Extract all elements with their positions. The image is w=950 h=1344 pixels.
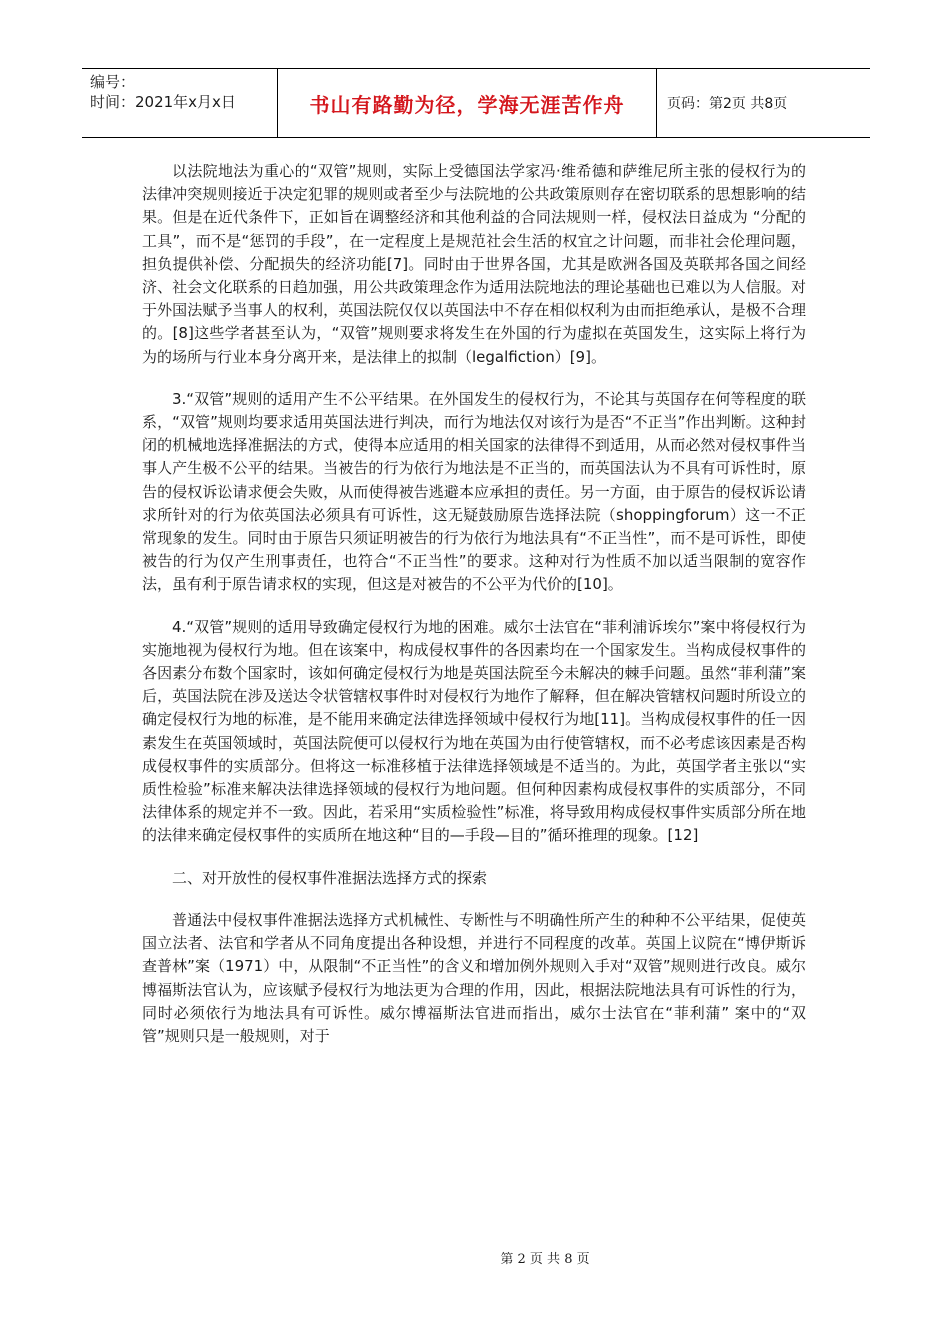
document-body: [142, 160, 806, 1067]
paragraph: 3.“双管”规则的适用产生不公平结果。在外国发生的侵权行为，不论其与英国存在何等程度的联系，“双管”规则均要求适用英国法进行判决，而行为地法仅对该行为是否“不正当”作出判断。这种封闭的机械地选择准据法的方式，使得本应适用的相关国家的法律得不到适用，从而必然对侵权事件当事人产生极不公平的结果。当被告的行为依行为地法是不正当的，而英国法认为不具有可诉性时，原告的侵权诉讼请求便会失败，从而使得被告逃避本应承担的责任。另一方面，由于原告的侵权诉讼请求所针对的行为依英国法必须具有可诉性，这无疑鼓励原告选择法院（shoppingforum）这一不正常现象的发生。同时由于原告只须证明被告的行为依行为地法具有“不正当性”，而不是可诉性，即使被告的行为仅产生刑事责任，也符合“不正当性”的要求。这种对行为性质不加以适当限制的宽容作法，虽有利于原告请求权的实现，但这是对被告的不公平为代价的[10]。: [142, 389, 806, 594]
header-motto: 书山有路勤为径，学海无涯苦作舟: [278, 69, 657, 137]
paragraph: 以法院地法为重心的“双管”规则，实际上受德国法学家冯·维希德和萨维尼所主张的侵权行为的法律冲突规则接近于决定犯罪的规则或者至少与法院地的公共政策原则存在密切联系的思想影响的结果。但是在近代条件下，正如旨在调整经济和其他利益的合同法规则一样，侵权法日益成为 “分配的工具”，而不是“惩罚的手段”，在一定程度上是规范社会生活的权宜之计问题，而非社会伦理问题，担负提供补偿、分配损失的经济功能[7]。同时由于世界各国，尤其是欧洲各国及英联邦各国之间经济、社会文化联系的日趋加强，用公共政策理念作为适用法院地法的理论基础也已难以为人信服。对于外国法赋予当事人的权利，英国法院仅仅以英国法中不存在相似权利为由而拒绝承认，是极不合理的。[8]这些学者甚至认为，“双管”规则要求将发生在外国的行为虚拟在英国发生，这实际上将行为为的场所与行业本身分离开来，是法律上的拟制（legalfiction）[9]。: [142, 162, 806, 366]
document-number-label: 编号：: [90, 73, 136, 91]
page-header: [82, 68, 870, 138]
section-heading: 二、对开放性的侵权事件准据法选择方式的探索: [172, 868, 488, 887]
paragraph: 4.“双管”规则的适用导致确定侵权行为地的困难。威尔士法官在“菲利浦诉埃尔”案中将侵权行为实施地视为侵权行为地。但在该案中，构成侵权事件的各因素均在一个国家发生。当构成侵权事件的各因素分布数个国家时，该如何确定侵权行为地是英国法院至今未解决的棘手问题。虽然“菲利蒲”案后，英国法院在涉及送达令状管辖权事件时对侵权行为地作了解释，但在解决管辖权问题时所设立的确定侵权行为地的标准，是不能用来确定法律选择领域中侵权行为地[11]。当构成侵权事件的任一因素发生在英国领域时，英国法院便可以侵权行为地在英国为由行使管辖权，而不必考虑该因素是否构成侵权事件的实质部分。但将这一标准移植于法律选择领域是不适当的。为此，英国学者主张以“实质性检验”标准来解决法律选择领域的侵权行为地问题。但何种因素构成侵权事件的实质部分，不同法律体系的规定并不一致。因此，若采用“实质检验性”标准，将导致用构成侵权事件实质部分所在地的法律来确定侵权事件的实质所在地这种“目的—手段—目的”循环推理的现象。[12]: [142, 617, 806, 845]
document-time-label: 时间：2021年x月x日: [90, 93, 236, 111]
paragraph: 普通法中侵权事件准据法选择方式机械性、专断性与不明确性所产生的种种不公平结果，促使英国立法者、法官和学者从不同角度提出各种设想，并进行不同程度的改革。英国上议院在“博伊斯诉查普林”案（1971）中，从限制“不正当性”的含义和增加例外规则入手对“双管”规则进行改良。威尔博福斯法官认为，应该赋予侵权行为地法更为合理的作用，因此，根据法院地法具有可诉性的行为，同时必须依行为地法具有可诉性。威尔博福斯法官进而指出，威尔士法官在“菲利蒲” 案中的“双管”规则只是一般规则，对于: [142, 910, 806, 1045]
page-footer: 第 2 页 共 8 页: [500, 1252, 590, 1267]
header-page-info: 页码：第2页 共8页: [667, 96, 788, 112]
header-meta: [82, 69, 278, 137]
